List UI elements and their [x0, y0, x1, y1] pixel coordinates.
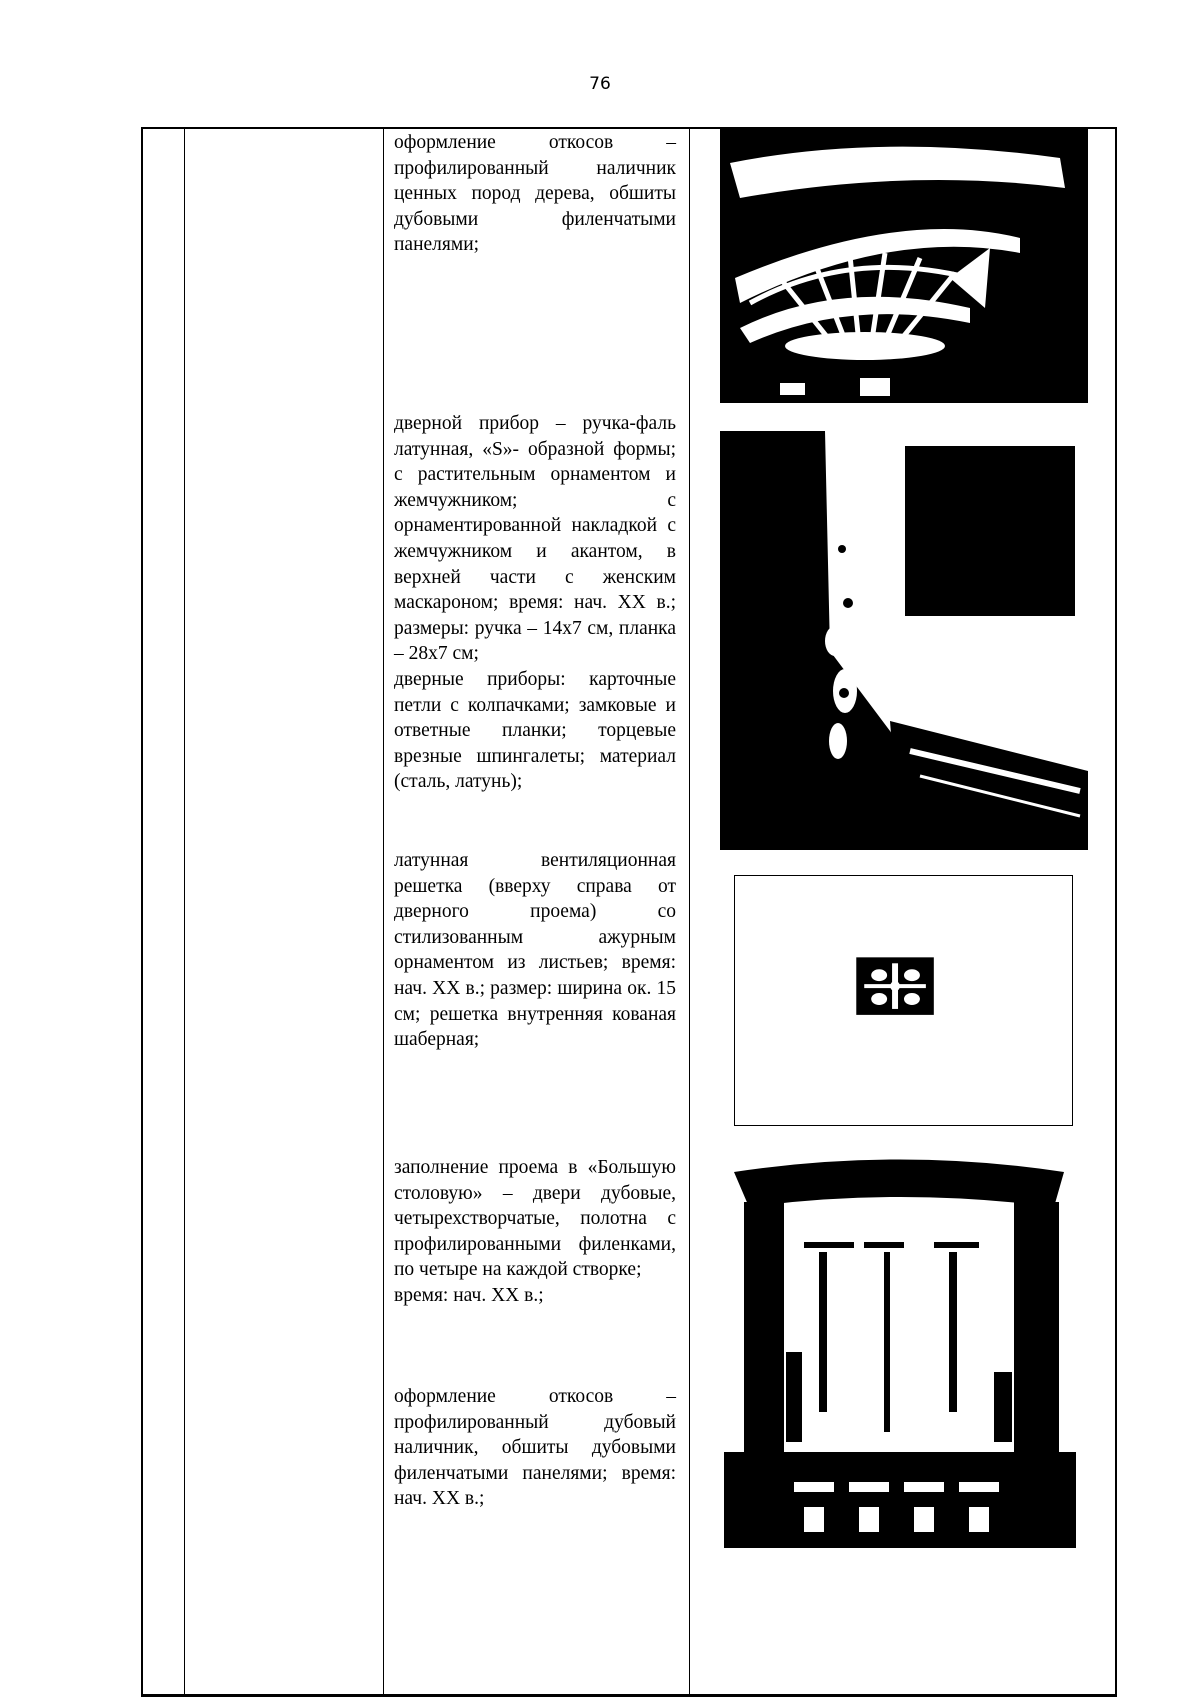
entry-paragraph: оформление откосов – профилированный дубовый наличник, обшиты дубовыми филенчатыми панелями; время: нач. XX в.; [394, 1386, 676, 1510]
four-leaf-door-photo [724, 1152, 1076, 1548]
entry-description-4 [394, 1155, 676, 1309]
entry-description-2 [394, 411, 676, 795]
column-divider-3 [689, 127, 690, 1697]
entry-paragraph: дверной прибор – ручка-фаль латунная, «S»- образной формы; с растительным орнаментом и жемчужником; с орнаментированной накладкой с жемчужником и акантом, в верхней части с женским маскароном; время: нач. XX в.; размеры: ручка – 14х7 см, планка – 28х7 см; [394, 413, 676, 665]
door-handle-photo [720, 431, 1088, 850]
page-number: 76 [589, 74, 611, 94]
entry-paragraph: заполнение проема в «Большую столовую» – двери дубовые, четырехстворчатые, полотна с профилированными филенками, по четыре на каждой створке; [394, 1157, 676, 1281]
entry-paragraph: латунная вентиляционная решетка (вверху справа от дверного проема) со стилизованным ажурным орнаментом из листьев; время: нач. XX в.; размер: ширина ок. 15 см; решетка внутренняя кованая шаберная; [394, 850, 676, 1051]
ventilation-grille-photo [734, 875, 1073, 1126]
entry-description-3 [394, 848, 676, 1053]
entry-paragraph: дверные приборы: карточные петли с колпачками; замковые и ответные планки; торцевые врезные шпингалеты; материал (сталь, латунь); [394, 668, 676, 793]
column-divider-2 [383, 127, 384, 1697]
table-bottom-border [141, 1694, 1117, 1696]
entry-paragraph: оформление откосов – профилированный наличник ценных пород дерева, обшиты дубовыми филенчатыми панелями; [394, 132, 676, 256]
column-divider-1 [184, 127, 185, 1697]
entry-description-1 [394, 130, 676, 258]
arched-window-photo [720, 128, 1088, 403]
entry-description-5 [394, 1384, 676, 1512]
entry-paragraph: время: нач. XX в.; [394, 1284, 544, 1306]
